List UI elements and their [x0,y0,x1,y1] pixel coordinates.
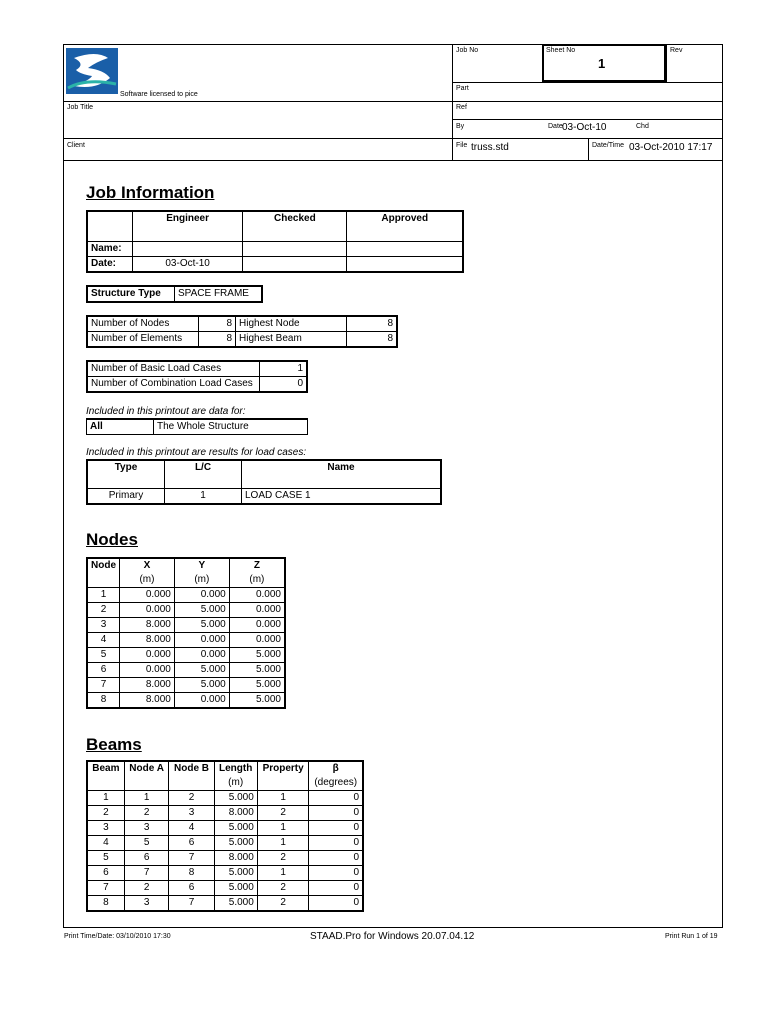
beam-property: 1 [257,821,309,836]
nodes-count-label: Number of Nodes [87,316,199,332]
beam-id: 7 [87,881,124,896]
table-row [87,896,363,912]
y-col-header: Y [174,558,229,573]
load-cases-table [86,459,442,505]
included-data-caption: Included in this printout are data for: [86,406,246,417]
node-id: 4 [87,633,120,648]
beam-beta: 0 [309,881,363,896]
beam-property: 2 [257,896,309,912]
beam-id: 8 [87,896,124,912]
elements-count-value: 8 [199,332,236,348]
checked-name [243,241,347,256]
job-no-label: Job No [456,47,479,54]
node-id: 2 [87,603,120,618]
beam-node-b: 4 [169,821,214,836]
beam-length: 5.000 [214,896,257,912]
included-data-key: All [87,419,154,435]
beam-id: 5 [87,851,124,866]
beam-property: 1 [257,836,309,851]
header-divider [666,44,667,82]
job-info-corner [87,211,133,241]
header-divider [63,160,723,161]
length-unit: (m) [214,776,257,791]
node-z: 5.000 [229,663,285,678]
node-z: 0.000 [229,633,285,648]
node-y: 5.000 [174,603,229,618]
sheet-no-label: Sheet No [546,47,576,54]
job-title-label: Job Title [67,104,94,111]
node-x: 8.000 [120,693,175,709]
highest-node-value: 8 [347,316,398,332]
elements-count-label: Number of Elements [87,332,199,348]
header-divider [452,82,723,83]
node-x: 0.000 [120,648,175,663]
node-x: 0.000 [120,588,175,603]
node-unit [87,573,120,588]
engineer-date: 03-Oct-10 [133,256,243,272]
beams-table [86,760,364,912]
nodes-count-value: 8 [199,316,236,332]
beam-beta: 0 [309,851,363,866]
nodes-title: Nodes [86,530,138,549]
beam-node-b: 7 [169,896,214,912]
table-row [87,663,285,678]
header-divider [588,138,589,160]
table-row [87,881,363,896]
node-id: 3 [87,618,120,633]
job-info-table [86,210,464,273]
sheet-no-value: 1 [598,56,606,71]
z-unit: (m) [229,573,285,588]
table-row [87,806,363,821]
beam-id: 6 [87,866,124,881]
combo-lc-label: Number of Combination Load Cases [87,377,260,393]
beta-unit: (degrees) [309,776,363,791]
node-a-col-header: Node A [124,761,169,776]
beam-node-a: 6 [124,851,169,866]
node-z: 0.000 [229,603,285,618]
node-id: 1 [87,588,120,603]
lc-number-cell: 1 [165,488,242,504]
table-row [87,678,285,693]
node-id: 7 [87,678,120,693]
beam-property: 2 [257,851,309,866]
datetime-label: Date/Time [592,142,625,149]
beam-node-a: 3 [124,896,169,912]
header-divider [452,101,723,102]
nodes-table [86,557,286,709]
node-z: 5.000 [229,648,285,663]
lc-type-header: Type [87,460,165,488]
node-z: 0.000 [229,588,285,603]
included-data-table [86,418,308,435]
beam-node-b: 6 [169,836,214,851]
beam-beta: 0 [309,791,363,806]
combo-lc-value: 0 [260,377,308,393]
included-data-value: The Whole Structure [154,419,308,435]
structure-type-table [86,285,263,303]
datetime-value: 03-Oct-2010 17:17 [629,142,713,153]
counts-table [86,315,398,348]
node-a-unit [124,776,169,791]
lc-type-cell: Primary [87,488,165,504]
beam-property: 2 [257,881,309,896]
beam-node-a: 1 [124,791,169,806]
z-col-header: Z [229,558,285,573]
table-row [87,693,285,709]
approved-name [347,241,463,256]
program-version: STAAD.Pro for Windows 20.07.04.12 [310,931,475,942]
node-z: 0.000 [229,618,285,633]
header-divider [63,138,723,139]
date-value: 03-Oct-10 [562,122,607,133]
beam-length: 5.000 [214,881,257,896]
y-unit: (m) [174,573,229,588]
job-info-title: Job Information [86,183,215,202]
beam-id: 2 [87,806,124,821]
beam-node-a: 2 [124,881,169,896]
beam-node-b: 8 [169,866,214,881]
lc-name-cell: LOAD CASE 1 [242,488,442,504]
lc-number-header: L/C [165,460,242,488]
node-y: 0.000 [174,648,229,663]
beam-node-a: 2 [124,806,169,821]
x-unit: (m) [120,573,175,588]
beam-id: 4 [87,836,124,851]
beam-node-a: 7 [124,866,169,881]
by-label: By [456,123,465,130]
license-text: Software licensed to pice [120,91,198,98]
beam-property: 1 [257,791,309,806]
table-row [87,851,363,866]
engineer-header: Engineer [133,211,243,241]
beam-node-a: 3 [124,821,169,836]
beam-unit [87,776,124,791]
node-y: 0.000 [174,693,229,709]
beam-node-b: 7 [169,851,214,866]
rev-label: Rev [670,47,683,54]
table-row [87,603,285,618]
client-label: Client [67,142,85,149]
checked-header: Checked [243,211,347,241]
ref-label: Ref [456,104,467,111]
file-label: File [456,142,468,149]
property-unit [257,776,309,791]
date-label: Date [548,123,563,130]
print-time: Print Time/Date: 03/10/2010 17:30 [64,933,171,940]
highest-node-label: Highest Node [236,316,347,332]
beam-col-header: Beam [87,761,124,776]
highest-beam-value: 8 [347,332,398,348]
node-id: 5 [87,648,120,663]
beam-length: 5.000 [214,836,257,851]
node-col-header: Node [87,558,120,573]
node-x: 0.000 [120,663,175,678]
length-col-header: Length [214,761,257,776]
bentley-logo-icon [66,48,118,94]
node-y: 5.000 [174,663,229,678]
table-row [87,866,363,881]
node-id: 6 [87,663,120,678]
beta-col-header: β [309,761,363,776]
highest-beam-label: Highest Beam [236,332,347,348]
date-row-label: Date: [87,256,133,272]
node-id: 8 [87,693,120,709]
structure-type-label: Structure Type [87,286,175,302]
included-results-caption: Included in this printout are results for load cases: [86,447,307,458]
table-row [87,836,363,851]
beam-beta: 0 [309,896,363,912]
beam-node-b: 3 [169,806,214,821]
node-y: 5.000 [174,678,229,693]
table-row [87,648,285,663]
property-col-header: Property [257,761,309,776]
beam-node-b: 2 [169,791,214,806]
beam-beta: 0 [309,866,363,881]
name-label: Name: [87,241,133,256]
beam-length: 5.000 [214,821,257,836]
table-row [87,633,285,648]
node-b-unit [169,776,214,791]
engineer-name [133,241,243,256]
load-case-counts-table [86,360,308,393]
table-row [87,821,363,836]
node-x: 0.000 [120,603,175,618]
node-x: 8.000 [120,678,175,693]
beam-length: 5.000 [214,791,257,806]
file-value: truss.std [471,142,509,153]
header-divider [63,101,453,102]
beam-node-b: 6 [169,881,214,896]
approved-header: Approved [347,211,463,241]
checked-date [243,256,347,272]
basic-lc-label: Number of Basic Load Cases [87,361,260,377]
beams-title: Beams [86,735,142,754]
lc-name-header: Name [242,460,442,488]
node-y: 5.000 [174,618,229,633]
table-row [87,618,285,633]
node-x: 8.000 [120,618,175,633]
print-run: Print Run 1 of 19 [665,933,718,940]
x-col-header: X [120,558,175,573]
part-label: Part [456,85,469,92]
approved-date [347,256,463,272]
beam-property: 2 [257,806,309,821]
node-z: 5.000 [229,693,285,709]
beam-beta: 0 [309,806,363,821]
basic-lc-value: 1 [260,361,308,377]
node-b-col-header: Node B [169,761,214,776]
beam-beta: 0 [309,836,363,851]
beam-beta: 0 [309,821,363,836]
beam-id: 3 [87,821,124,836]
header-divider [452,44,453,160]
node-y: 0.000 [174,588,229,603]
structure-type-value: SPACE FRAME [175,286,263,302]
table-row [87,791,363,806]
beam-id: 1 [87,791,124,806]
beam-length: 5.000 [214,866,257,881]
node-x: 8.000 [120,633,175,648]
node-z: 5.000 [229,678,285,693]
beam-length: 8.000 [214,806,257,821]
beam-property: 1 [257,866,309,881]
node-y: 0.000 [174,633,229,648]
chd-label: Chd [636,123,649,130]
table-row [87,588,285,603]
beam-length: 8.000 [214,851,257,866]
beam-node-a: 5 [124,836,169,851]
header-divider [452,119,723,120]
